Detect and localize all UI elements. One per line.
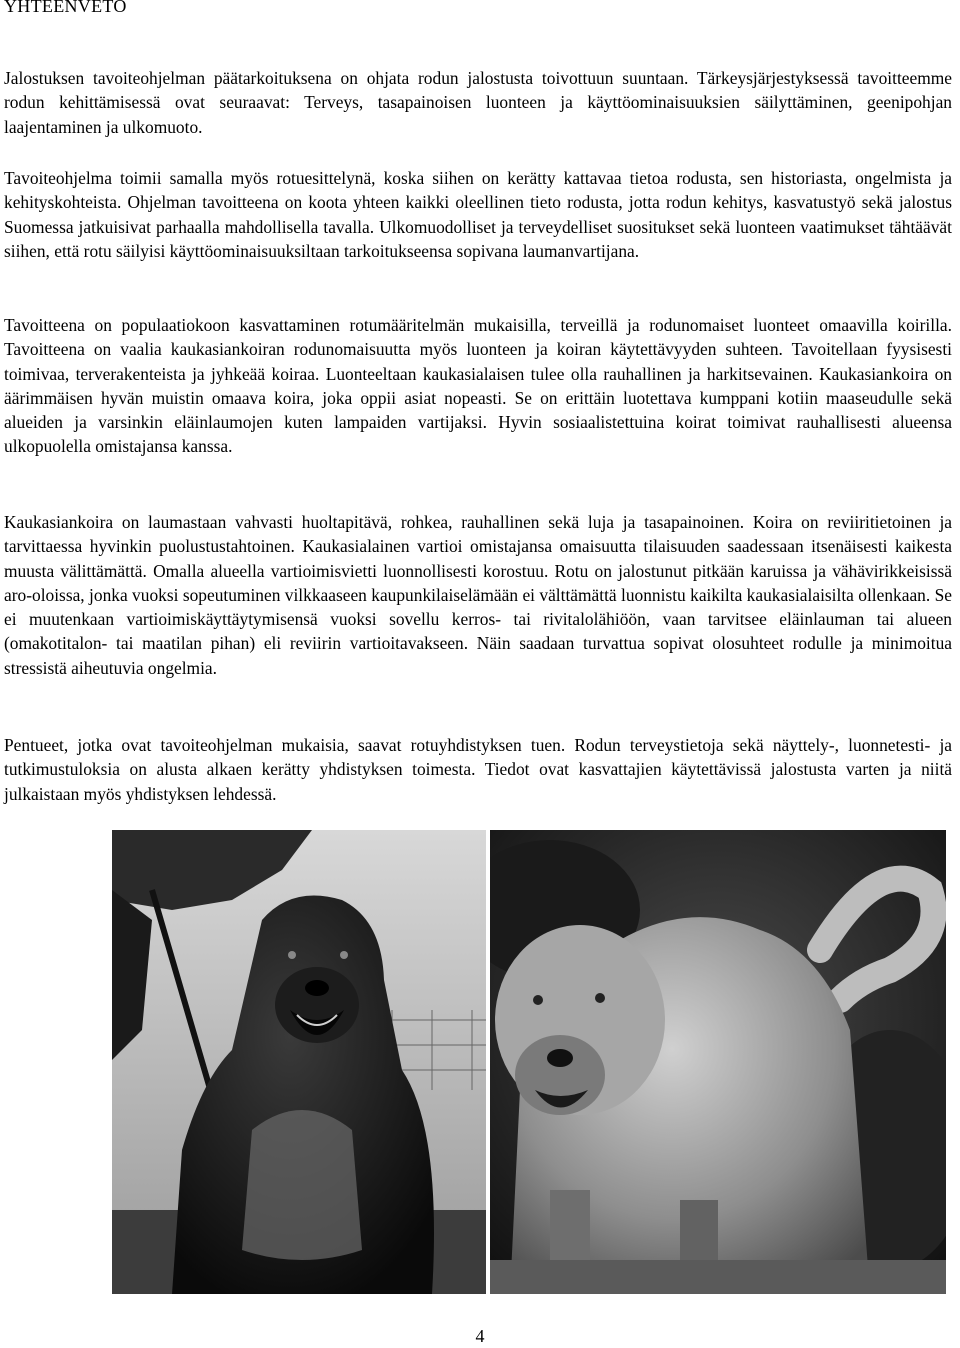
dark-dog-image xyxy=(112,830,486,1294)
page-number: 4 xyxy=(475,1326,485,1346)
grey-dog-image xyxy=(490,830,946,1294)
paragraph-litters: Pentueet, jotka ovat tavoiteohjelman mukaisia, saavat rotuyhdistyksen tuen. Rodun terveystietoja sekä näyttely-, luonnetesti- ja tutkimustuloksia on alusta alkaen kerätty yhdistyksen toimesta. Tiedot ovat kasvattajien käytettävissä jalostusta varten ja niitä julkaistaan myös yhdistyksen lehdessä. xyxy=(4,735,952,804)
dog-photo-right xyxy=(490,830,946,1294)
paragraph-breed-presentation: Tavoiteohjelma toimii samalla myös rotuesittelynä, koska siihen on kerätty kattavaa tietoa rodusta, sen historiasta, ongelmista ja kehityskohteista. Ohjelman tavoitteena on koota yhteen kaikki oleellinen tieto rodusta, jotta rodun kehitys, kasvatustyö sekä jalostus Suomessa jatkuisivat parhaalla mahdollisella tavalla. Ulkomuodolliset ja terveydelliset suositukset sekä luonteen vaatimukset tähtäävät siihen, että rotu säilyisi käyttöominaisuuksiltaan tarkoitukseensa sopivana laumanvartijana. xyxy=(4,168,952,261)
paragraph-goals: Tavoitteena on populaatiokoon kasvattaminen rotumääritelmän mukaisilla, terveillä ja rodunomaiset luonteet omaavilla koirilla. Tavoitteena on vaalia kaukasiankoiran rodunomaisuutta myös luonteen ja koiran käytettävyyden suhteen. Tavoitellaan fyysisesti toimivaa, terverakenteista ja jyhkeää koiraa. Luonteeltaan kaukasialaisen tulee olla rauhallinen ja harkitsevainen. Kaukasiankoira on äärimmäisen hyvän muistin omaava koira, joka oppii asiat nopeasti. Se on erittäin luotettava kumppani kotiin maaseudulle sekä alueiden ja varsinkin eläinlaumojen kuten lampaiden vartijaksi. Hyvin sosiaalistettuina koirat toimivat rauhallisesti alueensa ulkopuolella omistajansa kanssa. xyxy=(4,315,952,457)
page-heading: YHTEENVETO xyxy=(4,0,127,16)
dog-photo-left xyxy=(112,830,486,1294)
paragraph-purpose: Jalostuksen tavoiteohjelman päätarkoituksena on ohjata rodun jalostusta toivottuun suuntaan. Tärkeysjärjestyksessä tavoitteemme rodun kehittämisessä ovat seuraavat: Terveys, tasapainoisen luonteen ja käyttöominaisuuksien säilyttäminen, geenipohjan laajentaminen ja ulkomuoto. xyxy=(4,68,952,137)
paragraph-temperament: Kaukasiankoira on laumastaan vahvasti huoltapitävä, rohkea, rauhallinen sekä luja ja tasapainoinen. Koira on reviiritietoinen ja tarvittaessa hyvinkin puolustustahtoinen. Kaukasialainen vartioi omistajansa omaisuutta tilaisuuden saadessaan itsenäisesti kaikesta muusta välittämättä. Omalla alueella vartioimisvietti luonnollisesti korostuu. Rotu on jalostunut pitkään karuissa ja vähävirikkeisissä aro-oloissa, jonka vuoksi sopeutuminen vilkkaaseen kaupunkilaiselämään ei välttämättä luonnistu kaikilta kaukasialaisilta ollenkaan. Se ei muutenkaan vartioimiskäyttäytymisensä vuoksi sovellu kerros- tai rivitalolähiöön, vaan tarvitsee eläinlauman tai alueen (omakotitalon- tai maatilan pihan) eli reviirin vartioitavakseen. Näin saadaan turvattua sopivat olosuhteet rodulle ja minimoitua stressistä aiheutuvia ongelmia. xyxy=(4,512,952,678)
